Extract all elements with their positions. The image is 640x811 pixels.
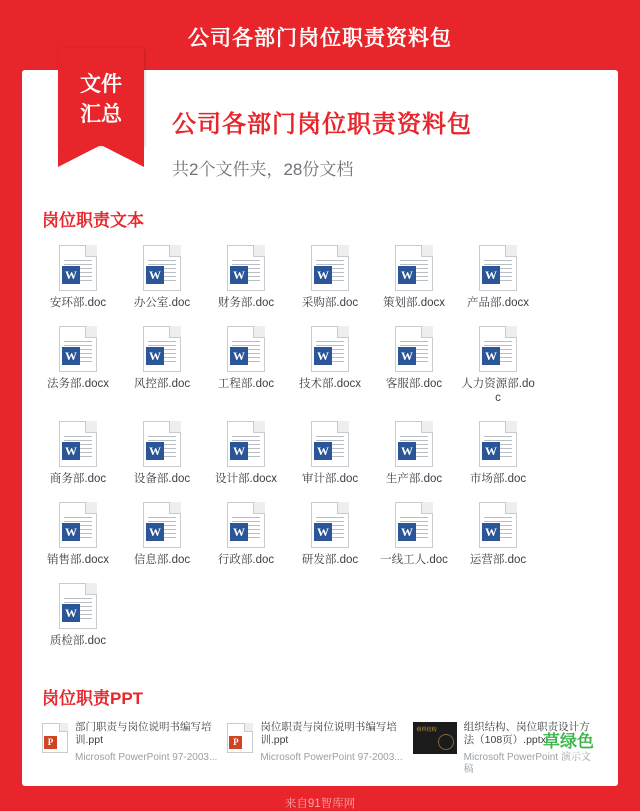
presentation-name: 部门职责与岗位说明书编写培训.ppt	[75, 721, 212, 746]
word-doc-icon	[479, 502, 517, 548]
document-name: 采购部.doc	[301, 297, 359, 309]
document-name: 工程部.doc	[217, 378, 275, 390]
word-badge-icon: W	[230, 266, 248, 284]
document-name: 产品部.docx	[467, 297, 529, 309]
document-item[interactable]	[120, 502, 204, 567]
word-badge-icon: W	[314, 347, 332, 365]
document-name: 销售部.docx	[47, 554, 109, 566]
section-title-presentations: 岗位职责PPT	[42, 689, 144, 708]
document-item[interactable]	[372, 326, 456, 405]
page-fold-icon	[505, 421, 517, 433]
word-badge-icon: W	[398, 442, 416, 460]
ribbon-line-2: 汇总	[80, 103, 122, 126]
word-doc-icon	[59, 326, 97, 372]
document-name: 客服部.doc	[385, 378, 443, 390]
word-badge-icon: W	[146, 266, 164, 284]
document-name: 市场部.doc	[469, 473, 527, 485]
powerpoint-icon	[227, 723, 253, 753]
page-fold-icon	[421, 245, 433, 257]
word-badge-icon: W	[482, 266, 500, 284]
document-item[interactable]	[204, 326, 288, 405]
document-item[interactable]	[204, 421, 288, 486]
word-doc-icon	[227, 502, 265, 548]
document-item[interactable]	[456, 502, 540, 567]
word-badge-icon: W	[62, 347, 80, 365]
word-badge-icon: W	[314, 442, 332, 460]
document-item[interactable]	[204, 502, 288, 567]
page-fold-icon	[85, 583, 97, 595]
document-grid	[22, 239, 618, 658]
file-summary-ribbon	[58, 48, 144, 146]
page-fold-icon	[337, 245, 349, 257]
word-doc-icon	[227, 421, 265, 467]
document-item[interactable]	[120, 326, 204, 405]
document-name: 财务部.doc	[217, 297, 275, 309]
powerpoint-badge-icon: P	[44, 736, 57, 749]
presentation-meta: Microsoft PowerPoint 97-2003...	[75, 752, 218, 763]
word-doc-icon	[395, 326, 433, 372]
word-badge-icon: W	[398, 266, 416, 284]
document-item[interactable]	[372, 421, 456, 486]
page-fold-icon	[85, 421, 97, 433]
document-item[interactable]	[36, 502, 120, 567]
ribbon-line-1: 文件	[80, 73, 122, 96]
presentation-name: 组织结构、岗位职责设计方法（108页）.pptx	[463, 721, 590, 746]
word-doc-icon	[143, 326, 181, 372]
word-doc-icon	[143, 421, 181, 467]
word-badge-icon: W	[146, 523, 164, 541]
document-name: 技术部.docx	[299, 378, 361, 390]
document-item[interactable]	[372, 245, 456, 310]
word-badge-icon: W	[482, 523, 500, 541]
footer-source: 来自91智库网	[284, 798, 356, 810]
page-fold-icon	[505, 502, 517, 514]
page-fold-icon	[337, 502, 349, 514]
word-doc-icon	[59, 421, 97, 467]
thumbnail-circle	[438, 734, 454, 750]
word-doc-icon	[479, 326, 517, 372]
presentation-meta: Microsoft PowerPoint 97-2003...	[260, 752, 403, 763]
page-title: 公司各部门岗位职责资料包	[188, 27, 452, 50]
document-item[interactable]	[120, 245, 204, 310]
word-badge-icon: W	[398, 347, 416, 365]
page-fold-icon	[505, 326, 517, 338]
powerpoint-badge-icon: P	[229, 736, 242, 749]
document-name: 质检部.doc	[49, 635, 107, 647]
document-item[interactable]	[288, 502, 372, 567]
page-fold-icon	[169, 245, 181, 257]
page-fold-icon	[421, 326, 433, 338]
document-item[interactable]	[36, 326, 120, 405]
page-fold-icon	[505, 245, 517, 257]
page-fold-icon	[85, 326, 97, 338]
document-name: 设计部.docx	[215, 473, 277, 485]
document-name: 办公室.doc	[133, 297, 191, 309]
page-fold-icon	[421, 421, 433, 433]
document-name: 审计部.doc	[301, 473, 359, 485]
document-name: 生产部.doc	[385, 473, 443, 485]
document-item[interactable]	[456, 326, 540, 405]
word-badge-icon: W	[62, 266, 80, 284]
document-name: 运营部.doc	[469, 554, 527, 566]
word-badge-icon: W	[314, 266, 332, 284]
page-fold-icon	[421, 502, 433, 514]
document-item[interactable]	[456, 245, 540, 310]
document-item[interactable]	[36, 421, 120, 486]
word-doc-icon	[311, 245, 349, 291]
word-doc-icon	[59, 583, 97, 629]
document-name: 人力资源部.doc	[461, 378, 535, 404]
word-badge-icon: W	[230, 523, 248, 541]
word-badge-icon: W	[62, 604, 80, 622]
word-doc-icon	[59, 502, 97, 548]
word-badge-icon: W	[482, 347, 500, 365]
document-item[interactable]	[36, 583, 120, 648]
document-name: 一线工人.doc	[380, 554, 448, 566]
page-fold-icon	[244, 723, 253, 732]
document-item[interactable]	[456, 421, 540, 486]
word-doc-icon	[479, 245, 517, 291]
document-item[interactable]	[288, 245, 372, 310]
page-fold-icon	[85, 245, 97, 257]
word-doc-icon	[227, 245, 265, 291]
word-doc-icon	[395, 245, 433, 291]
word-badge-icon: W	[62, 523, 80, 541]
page-fold-icon	[169, 502, 181, 514]
word-doc-icon	[311, 502, 349, 548]
document-item[interactable]	[36, 245, 120, 310]
document-item[interactable]	[372, 502, 456, 567]
card-sub-title: 共2个文件夹，28份文档	[172, 160, 354, 179]
page-fold-icon	[253, 421, 265, 433]
presentation-name: 岗位职责与岗位说明书编写培训.ppt	[260, 721, 397, 746]
word-badge-icon: W	[398, 523, 416, 541]
presentation-item[interactable]	[42, 721, 223, 776]
document-name: 信息部.doc	[133, 554, 191, 566]
page-fold-icon	[253, 326, 265, 338]
presentation-list	[22, 717, 618, 776]
page-fold-icon	[337, 421, 349, 433]
presentation-text	[253, 721, 408, 776]
word-badge-icon: W	[482, 442, 500, 460]
powerpoint-icon	[42, 723, 68, 753]
word-badge-icon: W	[230, 442, 248, 460]
document-name: 设备部.doc	[133, 473, 191, 485]
word-doc-icon	[59, 245, 97, 291]
word-badge-icon: W	[146, 347, 164, 365]
document-name: 研发部.doc	[301, 554, 359, 566]
document-name: 策划部.docx	[383, 297, 445, 309]
word-doc-icon	[479, 421, 517, 467]
presentation-text	[68, 721, 223, 776]
page-fold-icon	[169, 326, 181, 338]
card-main-title: 公司各部门岗位职责资料包	[172, 111, 472, 138]
word-doc-icon	[395, 502, 433, 548]
thumbnail-text: 组织结构	[416, 727, 437, 733]
page-fold-icon	[253, 245, 265, 257]
document-name: 风控部.doc	[133, 378, 191, 390]
word-doc-icon	[311, 326, 349, 372]
powerpoint-thumbnail-icon	[413, 722, 457, 754]
page-fold-icon	[253, 502, 265, 514]
document-item[interactable]	[288, 326, 372, 405]
word-doc-icon	[143, 245, 181, 291]
document-name: 行政部.doc	[217, 554, 275, 566]
document-item[interactable]	[120, 421, 204, 486]
presentation-item[interactable]	[227, 721, 408, 776]
page-fold-icon	[85, 502, 97, 514]
word-badge-icon: W	[62, 442, 80, 460]
page-fold-icon	[59, 723, 68, 732]
word-badge-icon: W	[146, 442, 164, 460]
page-fold-icon	[337, 326, 349, 338]
page-fold-icon	[169, 421, 181, 433]
content-card	[22, 70, 618, 786]
word-doc-icon	[227, 326, 265, 372]
watermark-label: 草绿色	[543, 732, 594, 751]
document-item[interactable]	[288, 421, 372, 486]
document-name: 商务部.doc	[49, 473, 107, 485]
document-item[interactable]	[204, 245, 288, 310]
document-name: 法务部.docx	[47, 378, 109, 390]
word-doc-icon	[395, 421, 433, 467]
document-name: 安环部.doc	[49, 297, 107, 309]
word-doc-icon	[143, 502, 181, 548]
section-title-documents: 岗位职责文本	[42, 211, 144, 230]
word-badge-icon: W	[230, 347, 248, 365]
word-doc-icon	[311, 421, 349, 467]
presentation-meta: Microsoft PowerPoint 演示文稿	[463, 752, 591, 775]
word-badge-icon: W	[314, 523, 332, 541]
